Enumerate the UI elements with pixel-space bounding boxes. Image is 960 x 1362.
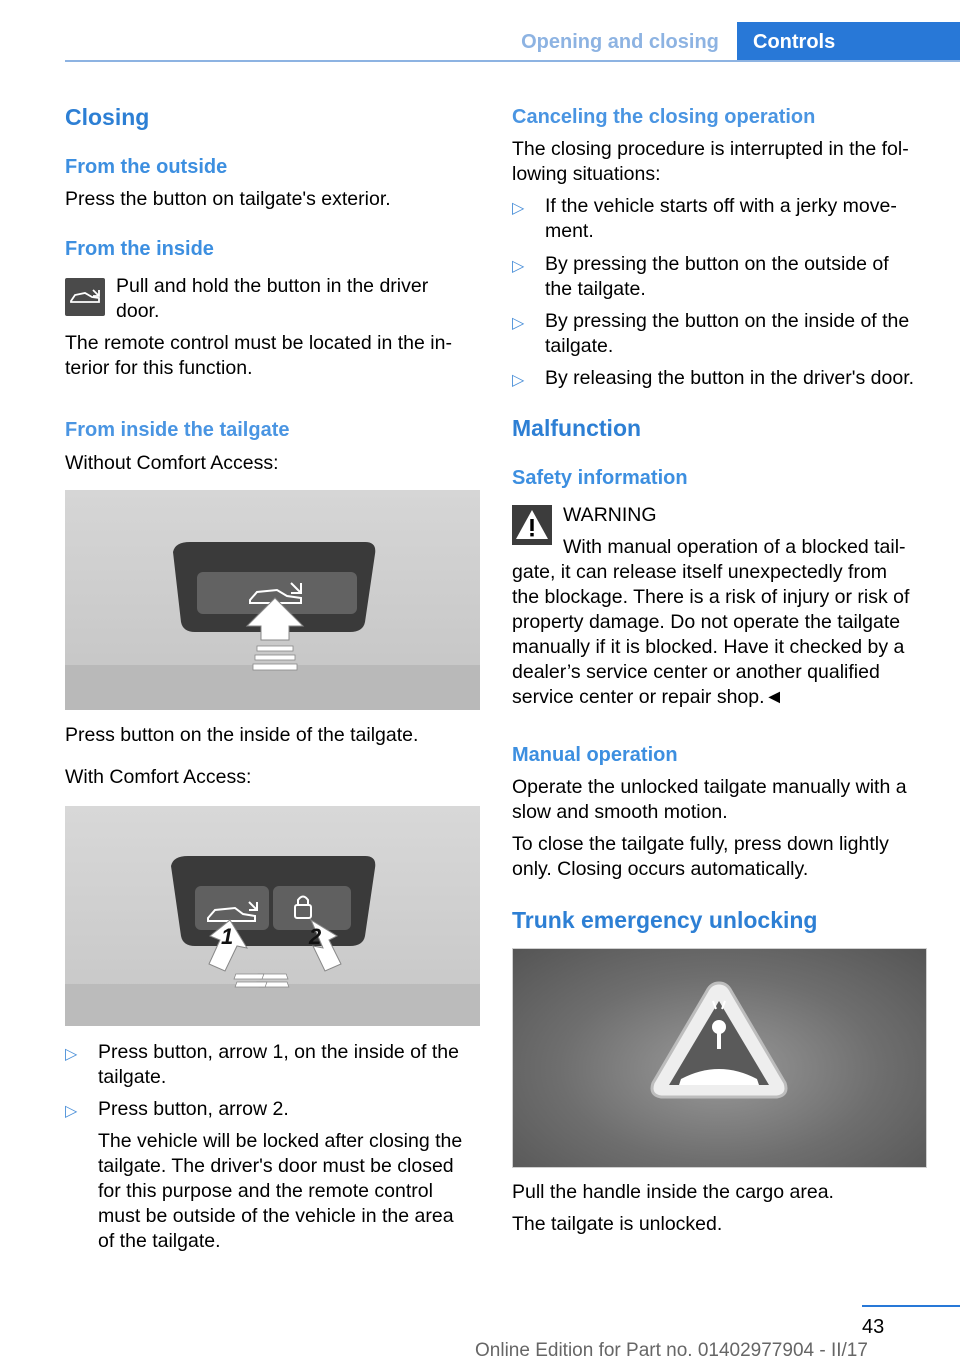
list-item: [512, 366, 952, 391]
pull-text: Pull the handle inside the cargo area.: [512, 1181, 834, 1203]
close-line: only. Closing occurs automatically.: [512, 858, 809, 880]
arrow-2-label: 2: [309, 924, 322, 949]
close-line: To close the tailgate fully, press down lightly: [512, 833, 889, 855]
warning-line: dealer’s service center or another qualified: [512, 661, 880, 683]
heading-canceling: Canceling the closing operation: [512, 106, 816, 128]
warning-text: [512, 560, 909, 710]
bullet-line: If the vehicle starts off with a jerky move-: [545, 195, 897, 217]
without-comfort-text: Without Comfort Access:: [65, 452, 279, 474]
bullet-line: Press button, arrow 2.: [98, 1098, 289, 1120]
bullet-triangle-icon: ▷: [65, 1103, 78, 1120]
heading-inside-tailgate: From inside the tailgate: [65, 419, 290, 441]
manual-line: slow and smooth motion.: [512, 801, 728, 823]
list-item: [65, 1040, 480, 1090]
bullet-triangle-icon: ▷: [512, 200, 525, 217]
section-title-closing: Closing: [65, 104, 150, 130]
warning-line: service center or repair shop.◄: [512, 686, 784, 708]
bullet-line: tailgate.: [545, 335, 614, 357]
inside-icon-text-2: door.: [116, 300, 160, 322]
bullet-line: By pressing the button on the inside of the: [545, 310, 910, 332]
warning-line: With manual operation of a blocked tail-: [563, 536, 906, 558]
footer-rule: [862, 1305, 960, 1307]
header-rule: [65, 60, 960, 62]
with-comfort-text: With Comfort Access:: [65, 766, 252, 788]
bullet-line: ment.: [545, 220, 594, 242]
close-text: [512, 832, 889, 882]
bullet-triangle-icon: ▷: [65, 1046, 78, 1063]
header-chapter-tab[interactable]: Controls: [737, 22, 960, 62]
bullet-triangle-icon: ▷: [512, 315, 525, 332]
bullet-triangle-icon: ▷: [512, 372, 525, 389]
heading-from-outside: From the outside: [65, 156, 228, 178]
manual-text: [512, 775, 907, 825]
comfort-access-buttons-image: [65, 806, 480, 1026]
manual-line: Operate the unlocked tailgate manually with a: [512, 776, 907, 798]
list-item: [512, 252, 937, 302]
remote-text-1: The remote control must be located in the in-: [65, 332, 452, 354]
outside-text: Press the button on tailgate's exterior.: [65, 188, 391, 210]
arrow-1-label: 1: [221, 924, 234, 949]
locked-text: [98, 1129, 462, 1254]
tailgate-button-icon: [65, 278, 105, 316]
bullet-line: tailgate.: [98, 1066, 167, 1088]
locked-line: must be outside of the vehicle in the area: [98, 1205, 454, 1227]
tailgate-button-image: [65, 490, 480, 710]
locked-line: of the tailgate.: [98, 1230, 221, 1252]
heading-malfunction: Malfunction: [512, 415, 642, 441]
heading-from-inside: From the inside: [65, 238, 214, 260]
page-number: 43: [862, 1316, 885, 1338]
footer-edition: Online Edition for Part no. 01402977904 - II/17: [475, 1340, 868, 1361]
press-inside-text: Press button on the inside of the tailgate.: [65, 724, 419, 746]
heading-safety-information: Safety information: [512, 467, 688, 489]
warning-line: gate, it can release itself unexpectedly from: [512, 561, 888, 583]
locked-line: for this purpose and the remote control: [98, 1180, 433, 1202]
locked-line: tailgate. The driver's door must be closed: [98, 1155, 454, 1177]
cancel-text-1: The closing procedure is interrupted in the fol-: [512, 138, 909, 160]
warning-icon: [512, 505, 552, 545]
emergency-handle-image: [512, 948, 927, 1168]
list-item: [65, 1097, 480, 1122]
bullet-triangle-icon: ▷: [512, 258, 525, 275]
list-item: [512, 309, 937, 359]
inside-icon-text-1: Pull and hold the button in the driver: [116, 275, 429, 297]
header-section-title: Opening and closing: [521, 31, 719, 53]
heading-trunk-emergency: Trunk emergency unlocking: [512, 907, 818, 933]
cancel-text-2: lowing situations:: [512, 163, 661, 185]
warning-line: property damage. Do not operate the tailgate: [512, 611, 901, 633]
unlocked-text: The tailgate is unlocked.: [512, 1213, 723, 1235]
list-item: [512, 194, 937, 244]
bullet-line: By releasing the button in the driver's door.: [545, 367, 915, 389]
bullet-line: the tailgate.: [545, 278, 646, 300]
heading-manual-operation: Manual operation: [512, 744, 678, 766]
locked-line: The vehicle will be locked after closing the: [98, 1130, 463, 1152]
warning-line: manually if it is blocked. Have it checked by a: [512, 636, 905, 658]
warning-line: the blockage. There is a risk of injury or risk of: [512, 586, 910, 608]
remote-text-2: terior for this function.: [65, 357, 253, 379]
bullet-line: By pressing the button on the outside of: [545, 253, 889, 275]
warning-label: WARNING: [563, 504, 657, 526]
bullet-line: Press button, arrow 1, on the inside of the: [98, 1041, 459, 1063]
